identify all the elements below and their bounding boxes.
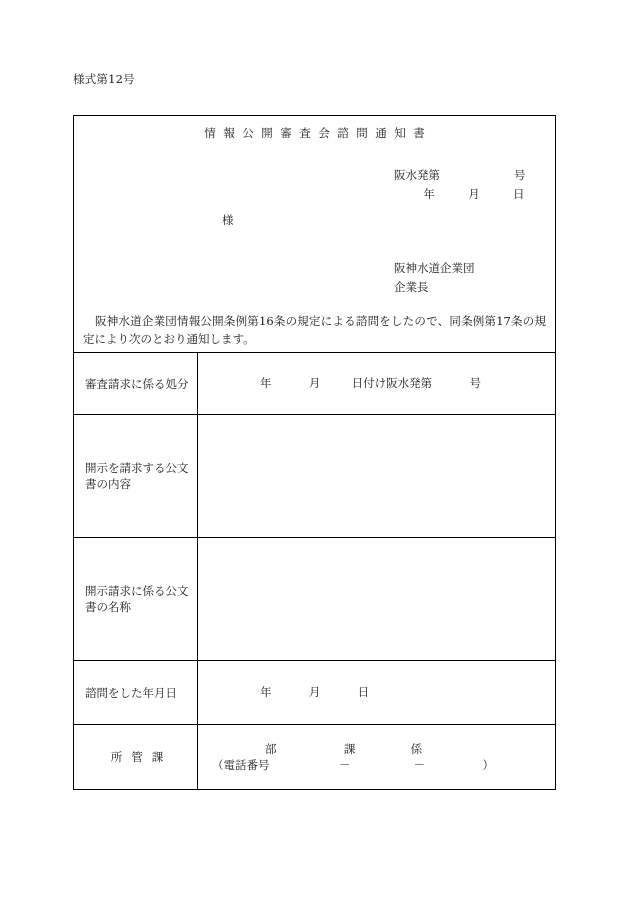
disposition-year: 年 [260, 376, 272, 390]
issue-date-year: 年 [423, 187, 435, 201]
department-unit: 部 [265, 742, 277, 756]
issue-info-block [394, 166, 526, 204]
value-responsible-section[interactable] [198, 725, 555, 789]
label-document-name [74, 538, 198, 660]
section-unit: 課 [343, 742, 356, 756]
telephone-dash-1: － [338, 758, 351, 772]
issue-number-line [394, 166, 526, 185]
label-document-name-text: 開示請求に係る公文書の名称 [85, 584, 189, 614]
telephone-dash-2: － [413, 758, 426, 772]
label-disposition [74, 353, 198, 414]
label-responsible-section [74, 725, 198, 789]
form-number: 様式第12号 [73, 72, 135, 86]
subsection-unit: 係 [410, 742, 423, 756]
value-request-content[interactable] [198, 415, 555, 537]
value-disposition[interactable] [198, 353, 555, 414]
addressee-honorific: 様 [222, 213, 234, 227]
consultation-day: 日 [357, 685, 370, 699]
document-title: 情報公開審査会諮問通知書 [204, 126, 433, 140]
table-row-document-name [74, 538, 555, 661]
disposition-month: 月 [308, 376, 321, 390]
issue-date-line [394, 185, 526, 204]
disposition-unit: 号 [469, 376, 481, 390]
letterhead-section [74, 116, 555, 353]
table-row-responsible-section [74, 725, 555, 789]
table-row-disposition [74, 353, 555, 415]
label-responsible-section-text: 所管課 [110, 750, 173, 764]
disposition-rest: 日付け阪水発第 [351, 376, 433, 390]
issuer-organization: 阪神水道企業団 [394, 261, 475, 275]
telephone-close-paren: ） [482, 758, 494, 772]
telephone-line[interactable] [208, 757, 545, 773]
issue-date-day: 日 [513, 187, 525, 201]
label-consultation-date [74, 661, 198, 724]
issuer-block [394, 259, 475, 297]
value-document-name[interactable] [198, 538, 555, 660]
value-consultation-date[interactable] [198, 661, 555, 724]
notification-form-box [73, 115, 556, 790]
label-disposition-text: 審査請求に係る処分 [85, 376, 189, 391]
department-line[interactable] [208, 741, 545, 757]
body-paragraph: 阪神水道企業団情報公開条例第16条の規定による諮問をしたので、同条例第17条の規定により次のとおり通知します。 [83, 314, 546, 346]
issue-date-month: 月 [468, 187, 480, 201]
label-request-content-text: 開示を請求する公文書の内容 [85, 461, 189, 491]
form-table [74, 353, 555, 789]
issuer-title: 企業長 [394, 280, 429, 294]
consultation-year: 年 [260, 685, 272, 699]
telephone-label: （電話番号 [212, 758, 270, 772]
issue-number-unit: 号 [514, 168, 526, 182]
issue-number-label: 阪水発第 [394, 168, 440, 182]
label-consultation-date-text: 諮問をした年月日 [85, 685, 177, 700]
table-row-consultation-date [74, 661, 555, 725]
consultation-month: 月 [308, 685, 321, 699]
table-row-request-content [74, 415, 555, 538]
issue-number-blank[interactable] [440, 166, 514, 185]
label-request-content [74, 415, 198, 537]
